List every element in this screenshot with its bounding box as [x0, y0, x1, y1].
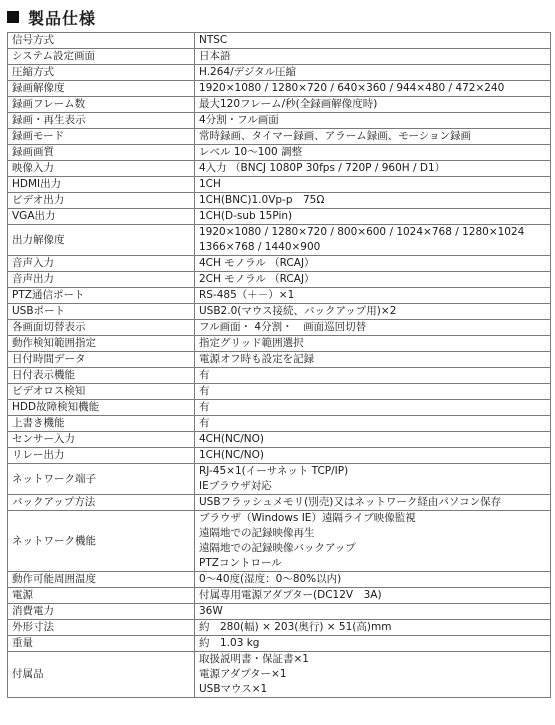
- spec-value-line: 遠隔地での記録映像再生: [199, 527, 315, 539]
- spec-label: システム設定画面: [8, 49, 195, 65]
- spec-value: [195, 113, 551, 129]
- spec-value: [195, 588, 551, 604]
- spec-value-line: 36W: [199, 605, 223, 617]
- spec-value: [195, 288, 551, 304]
- spec-row: [8, 320, 551, 336]
- spec-value: [195, 511, 551, 572]
- spec-value-line: RS-485（＋－）×1: [199, 289, 295, 301]
- spec-label: 上書き機能: [8, 416, 195, 432]
- spec-value-line: 約 1.03 kg: [199, 637, 260, 649]
- spec-value: [195, 352, 551, 368]
- spec-value: [195, 448, 551, 464]
- spec-value: [195, 225, 551, 256]
- spec-value: [195, 193, 551, 209]
- spec-label: 録画モード: [8, 129, 195, 145]
- spec-label: HDMI出力: [8, 177, 195, 193]
- spec-value-line: フル画面・ 4分割・ 画面巡回切替: [199, 321, 367, 333]
- spec-label: VGA出力: [8, 209, 195, 225]
- spec-row: [8, 129, 551, 145]
- spec-label: 録画解像度: [8, 81, 195, 97]
- spec-value: [195, 416, 551, 432]
- spec-label: 音声入力: [8, 256, 195, 272]
- spec-table-body: [8, 33, 551, 698]
- spec-value: [195, 400, 551, 416]
- spec-label: 各画面切替表示: [8, 320, 195, 336]
- spec-value: [195, 49, 551, 65]
- spec-value: [195, 129, 551, 145]
- spec-value: [195, 432, 551, 448]
- spec-value: [195, 320, 551, 336]
- spec-value: [195, 161, 551, 177]
- spec-value-line: 有: [199, 369, 210, 381]
- spec-label: 付属品: [8, 652, 195, 698]
- spec-label: 出力解像度: [8, 225, 195, 256]
- spec-label: ビデオ出力: [8, 193, 195, 209]
- spec-row: [8, 620, 551, 636]
- spec-value-line: 遠隔地での記録映像バックアップ: [199, 542, 356, 554]
- spec-value-line: 最大120フレーム/秒(全録画解像度時): [199, 98, 378, 110]
- spec-row: [8, 384, 551, 400]
- spec-value-line: 有: [199, 417, 210, 429]
- spec-row: [8, 604, 551, 620]
- spec-row: [8, 652, 551, 698]
- spec-value: [195, 384, 551, 400]
- spec-row: [8, 193, 551, 209]
- spec-value: [195, 652, 551, 698]
- spec-label: 信号方式: [8, 33, 195, 49]
- spec-value: [195, 304, 551, 320]
- spec-value-line: 1920×1080 / 1280×720 / 800×600 / 1024×768 / 1280×1024: [199, 226, 525, 238]
- spec-label: 録画・再生表示: [8, 113, 195, 129]
- spec-label: 日付時間データ: [8, 352, 195, 368]
- spec-value-line: 4分割・フル画面: [199, 114, 279, 126]
- spec-value: [195, 33, 551, 49]
- spec-row: [8, 336, 551, 352]
- spec-row: [8, 272, 551, 288]
- spec-row: [8, 65, 551, 81]
- spec-label: PTZ通信ポート: [8, 288, 195, 304]
- spec-row: [8, 416, 551, 432]
- spec-row: [8, 511, 551, 572]
- spec-row: [8, 209, 551, 225]
- spec-value-line: 約 280(幅) × 203(奥行) × 51(高)mm: [199, 621, 392, 633]
- spec-label: USBポート: [8, 304, 195, 320]
- spec-label: バックアップ方法: [8, 495, 195, 511]
- spec-row: [8, 33, 551, 49]
- spec-row: [8, 368, 551, 384]
- spec-row: [8, 304, 551, 320]
- spec-label: 日付表示機能: [8, 368, 195, 384]
- spec-label: 音声出力: [8, 272, 195, 288]
- spec-row: [8, 448, 551, 464]
- spec-value-line: 1920×1080 / 1280×720 / 640×360 / 944×480 / 472×240: [199, 82, 505, 94]
- spec-value: [195, 209, 551, 225]
- spec-label: センサー入力: [8, 432, 195, 448]
- spec-value-line: 取扱説明書・保証書×1: [199, 653, 309, 665]
- spec-value: [195, 620, 551, 636]
- page-title: 製品仕様: [28, 8, 97, 28]
- spec-value: [195, 572, 551, 588]
- spec-row: [8, 97, 551, 113]
- spec-row: [8, 352, 551, 368]
- spec-row: [8, 81, 551, 97]
- spec-row: [8, 177, 551, 193]
- spec-value-line: 1CH(BNC)1.0Vp-p 75Ω: [199, 194, 325, 206]
- spec-value: [195, 495, 551, 511]
- spec-row: [8, 288, 551, 304]
- spec-row: [8, 636, 551, 652]
- spec-value-line: NTSC: [199, 34, 228, 46]
- spec-value: [195, 97, 551, 113]
- spec-label: 電源: [8, 588, 195, 604]
- spec-value-line: 有: [199, 401, 210, 413]
- spec-value-line: PTZコントロール: [199, 557, 282, 569]
- spec-row: [8, 400, 551, 416]
- spec-value: [195, 145, 551, 161]
- spec-row: [8, 225, 551, 256]
- spec-value-line: 1CH(D-sub 15Pin): [199, 210, 293, 222]
- spec-value-line: IEブラウザ対応: [199, 480, 272, 492]
- spec-label: 圧縮方式: [8, 65, 195, 81]
- spec-label: 録画画質: [8, 145, 195, 161]
- spec-label: 映像入力: [8, 161, 195, 177]
- spec-row: [8, 572, 551, 588]
- spec-value-line: 1366×768 / 1440×900: [199, 241, 321, 253]
- spec-row: [8, 256, 551, 272]
- spec-label: 動作可能周囲温度: [8, 572, 195, 588]
- spec-value: [195, 336, 551, 352]
- spec-value-line: レベル 10～100 調整: [199, 146, 303, 158]
- spec-label: 外形寸法: [8, 620, 195, 636]
- spec-label: ネットワーク端子: [8, 464, 195, 495]
- spec-label: HDD故障検知機能: [8, 400, 195, 416]
- spec-value: [195, 368, 551, 384]
- spec-row: [8, 145, 551, 161]
- spec-value: [195, 256, 551, 272]
- spec-value-line: USB2.0(マウス接続、バックアップ用)×2: [199, 305, 397, 317]
- spec-value-line: 有: [199, 385, 210, 397]
- spec-value-line: 1CH: [199, 178, 221, 190]
- spec-value-line: USBフラッシュメモリ(別売)又はネットワーク経由パソコン保存: [199, 496, 502, 508]
- spec-row: [8, 113, 551, 129]
- spec-row: [8, 588, 551, 604]
- spec-label: 動作検知範囲指定: [8, 336, 195, 352]
- spec-row: [8, 49, 551, 65]
- spec-value: [195, 272, 551, 288]
- spec-value-line: 電源オフ時も設定を記録: [199, 353, 315, 365]
- spec-value: [195, 636, 551, 652]
- spec-value: [195, 464, 551, 495]
- spec-label: 重量: [8, 636, 195, 652]
- spec-row: [8, 464, 551, 495]
- spec-label: 録画フレーム数: [8, 97, 195, 113]
- spec-value-line: 2CH モノラル （RCAJ）: [199, 273, 315, 285]
- section-title: [7, 6, 96, 28]
- spec-value-line: 0～40度(湿度：0～80%以内): [199, 573, 342, 585]
- spec-value: [195, 177, 551, 193]
- spec-value: [195, 65, 551, 81]
- spec-value: [195, 604, 551, 620]
- spec-value-line: 4CH モノラル （RCAJ）: [199, 257, 315, 269]
- spec-value-line: USBマウス×1: [199, 683, 268, 695]
- spec-row: [8, 161, 551, 177]
- spec-table: [7, 32, 551, 698]
- spec-value-line: 指定グリッド範囲選択: [199, 337, 304, 349]
- spec-row: [8, 432, 551, 448]
- spec-label: リレー出力: [8, 448, 195, 464]
- spec-label: 消費電力: [8, 604, 195, 620]
- spec-value-line: 4入力 （BNCJ 1080P 30fps / 720P / 960H / D1）: [199, 162, 446, 174]
- spec-value-line: ブラウザ（Windows IE）遠隔ライブ映像監視: [199, 512, 416, 524]
- spec-value-line: H.264/デジタル圧縮: [199, 66, 296, 78]
- spec-value-line: 電源アダプター×1: [199, 668, 287, 680]
- spec-value-line: 日本語: [199, 50, 231, 62]
- square-bullet-icon: [7, 11, 19, 23]
- spec-label: ビデオロス検知: [8, 384, 195, 400]
- spec-value-line: 1CH(NC/NO): [199, 449, 264, 461]
- spec-value-line: RJ-45×1(イーサネット TCP/IP): [199, 465, 349, 477]
- spec-value-line: 付属専用電源アダプター(DC12V 3A): [199, 589, 382, 601]
- spec-row: [8, 495, 551, 511]
- spec-value-line: 常時録画、タイマー録画、アラーム録画、モーション録画: [199, 130, 471, 142]
- spec-label: ネットワーク機能: [8, 511, 195, 572]
- spec-value: [195, 81, 551, 97]
- spec-value-line: 4CH(NC/NO): [199, 433, 264, 445]
